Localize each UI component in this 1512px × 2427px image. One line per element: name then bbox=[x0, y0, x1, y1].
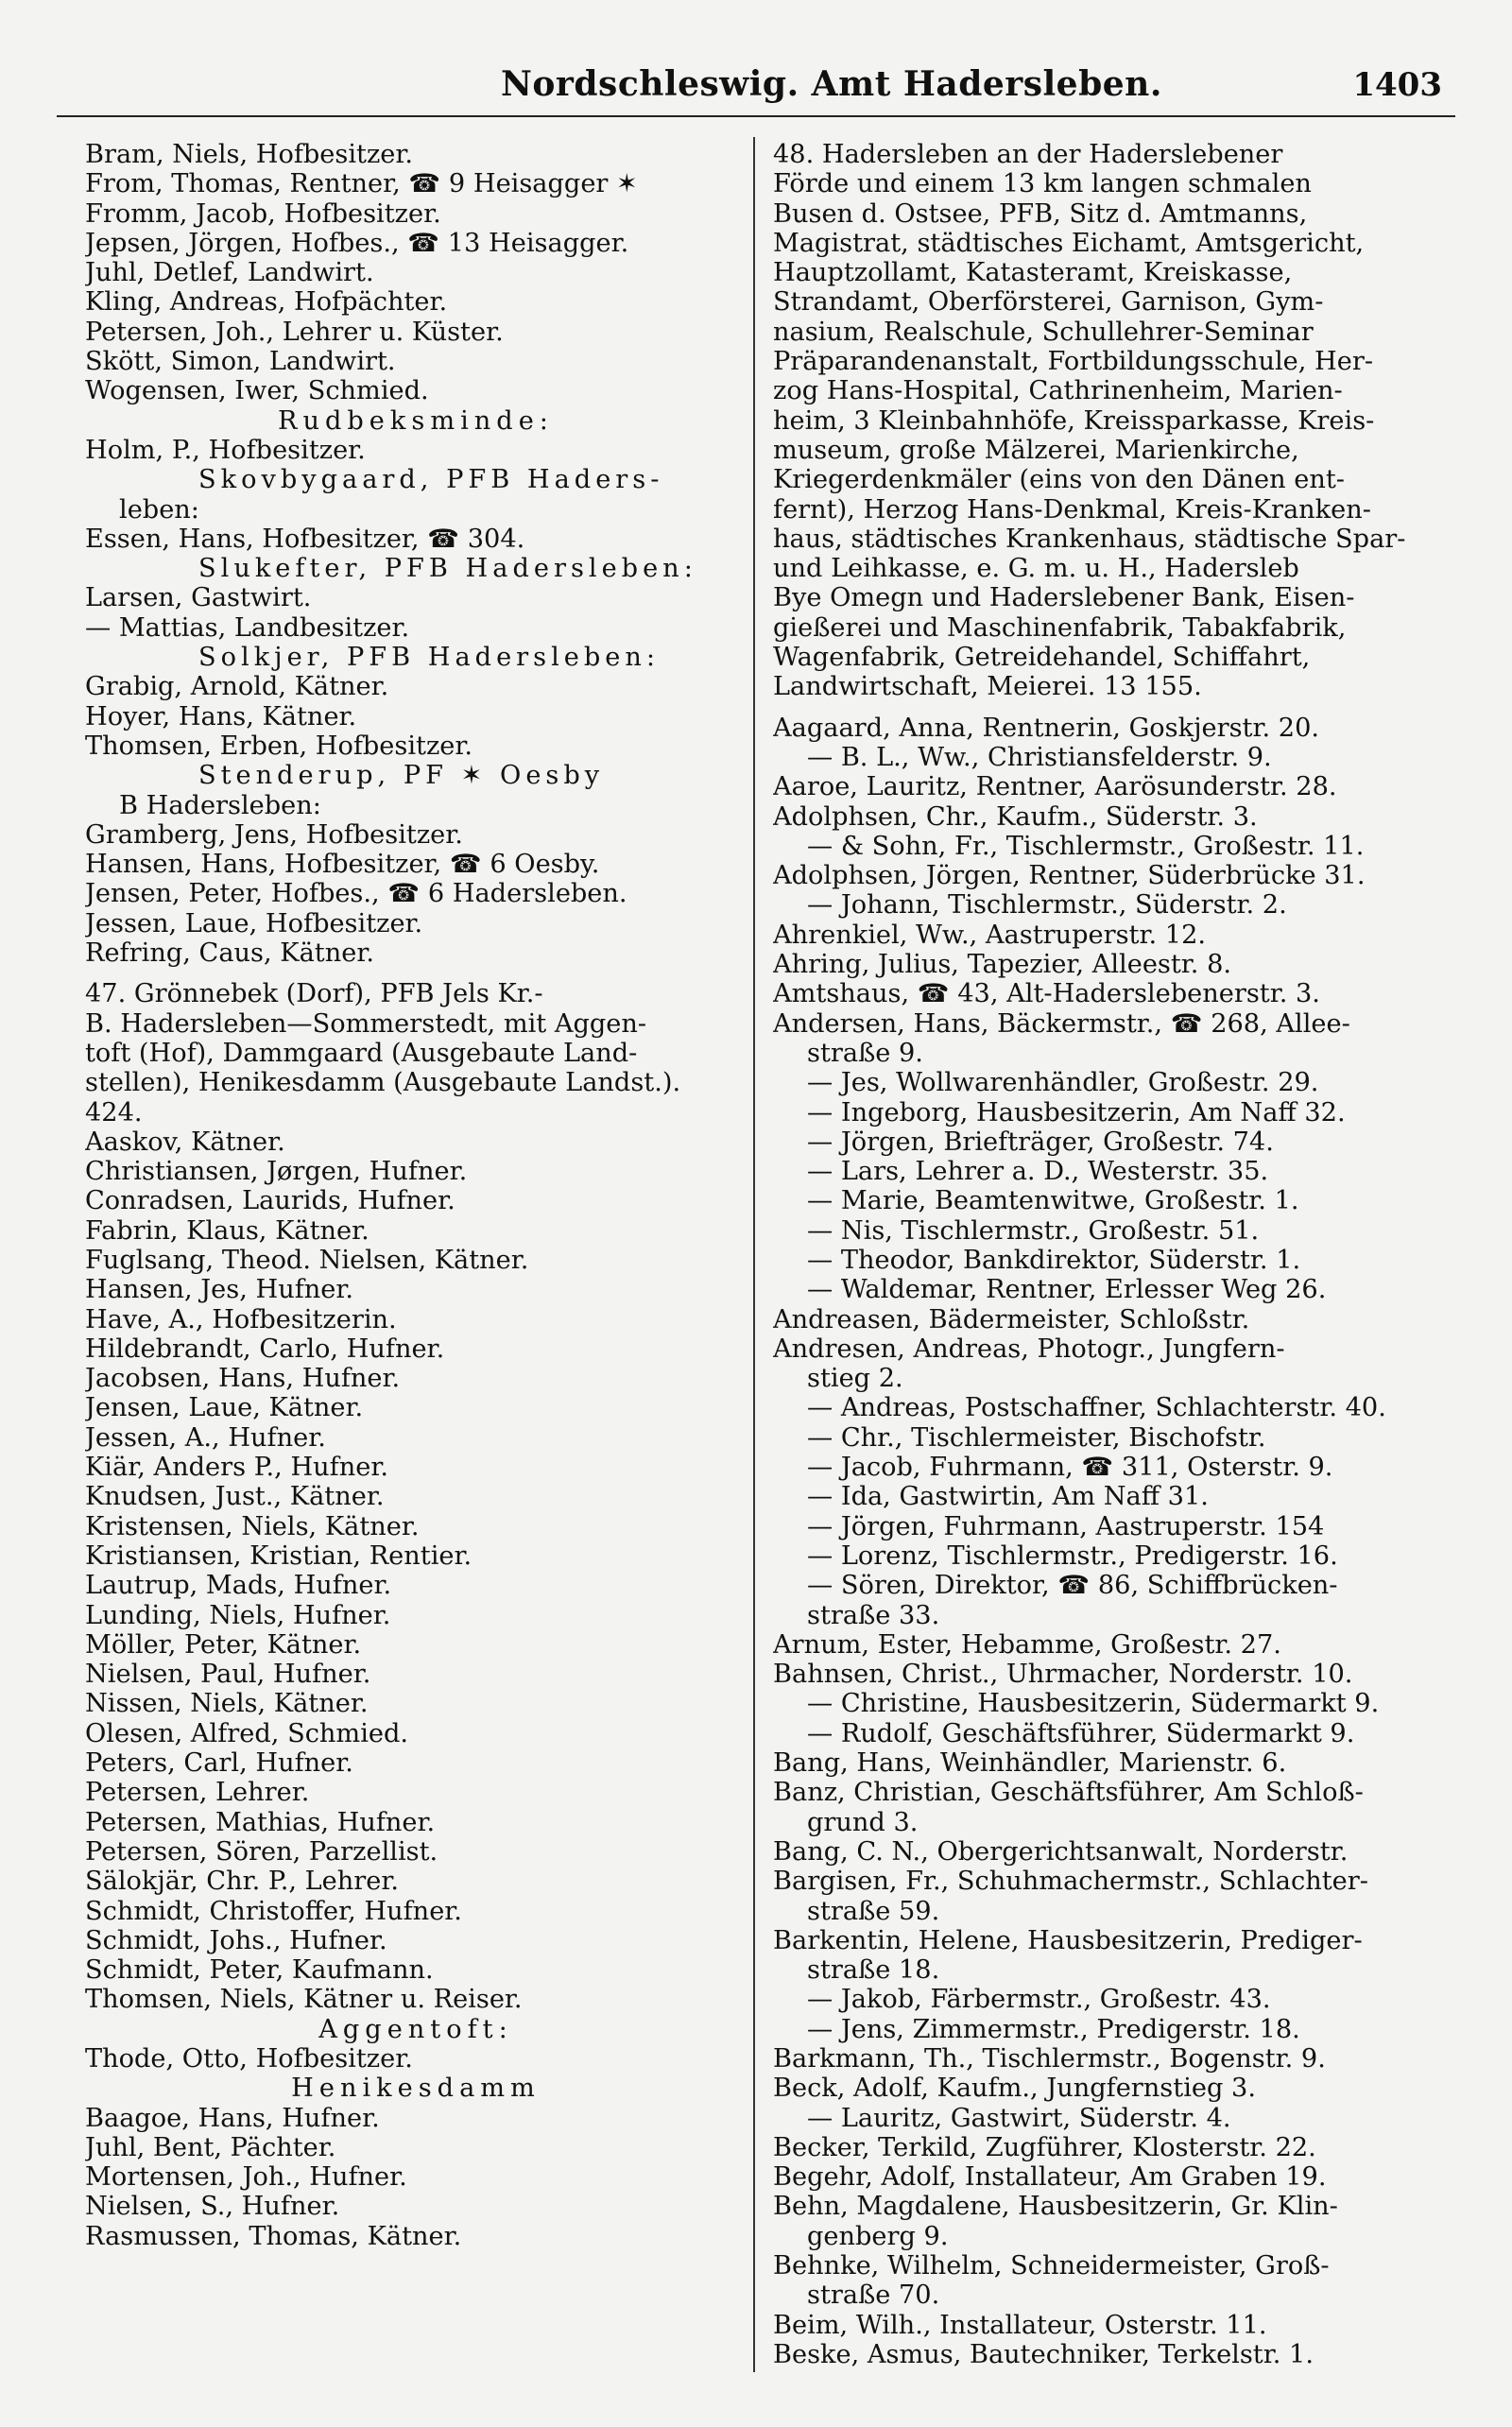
directory-line: Andersen, Hans, Bäckermstr., ☎ 268, Allee- bbox=[773, 1008, 1350, 1039]
directory-line: Begehr, Adolf, Installateur, Am Graben 19. bbox=[773, 2162, 1327, 2193]
section-heading: Stenderup, PF ✶ Oesby bbox=[198, 761, 605, 791]
directory-line: Hoyer, Hans, Kätner. bbox=[85, 701, 357, 732]
directory-line: und Leihkasse, e. G. m. u. H., Hadersleb bbox=[773, 554, 1299, 584]
directory-line: stieg 2. bbox=[807, 1364, 903, 1394]
directory-line: Schmidt, Christoffer, Hufner. bbox=[85, 1896, 462, 1926]
directory-line: Adolphsen, Jörgen, Rentner, Süderbrücke 31. bbox=[773, 861, 1366, 891]
directory-line: straße 70. bbox=[807, 2281, 940, 2311]
directory-line: Bahnsen, Christ., Uhrmacher, Norderstr. 10. bbox=[773, 1660, 1353, 1690]
directory-line: Behnke, Wilhelm, Schneidermeister, Groß- bbox=[773, 2251, 1330, 2281]
directory-line: Aaskov, Kätner. bbox=[85, 1127, 285, 1157]
spacer bbox=[773, 702, 1420, 714]
directory-line: Petersen, Joh., Lehrer u. Küster. bbox=[85, 317, 504, 347]
directory-line: — Sören, Direktor, ☎ 86, Schiffbrücken- bbox=[807, 1571, 1338, 1601]
directory-line: Möller, Peter, Kätner. bbox=[85, 1629, 362, 1660]
directory-line: Holm, P., Hofbesitzer. bbox=[85, 435, 366, 465]
directory-line: Bang, C. N., Obergerichtsanwalt, Norderstr. bbox=[773, 1836, 1349, 1867]
spacer bbox=[85, 968, 737, 979]
directory-line: — Theodor, Bankdirektor, Süderstr. 1. bbox=[807, 1245, 1301, 1275]
section-heading: Slukefter, PFB Hadersleben: bbox=[198, 554, 697, 584]
directory-line: Mortensen, Joh., Hufner. bbox=[85, 2162, 407, 2193]
directory-line: B. Hadersleben—Sommerstedt, mit Aggen- bbox=[85, 1008, 647, 1039]
directory-line: Baagoe, Hans, Hufner. bbox=[85, 2103, 380, 2133]
directory-line: gießerei und Maschinenfabrik, Tabakfabrik, bbox=[773, 612, 1347, 643]
directory-line: Jessen, A., Hufner. bbox=[85, 1422, 326, 1453]
directory-line: Thomsen, Niels, Kätner u. Reiser. bbox=[85, 1985, 523, 2015]
directory-line: Strandamt, Oberförsterei, Garnison, Gym- bbox=[773, 287, 1324, 318]
directory-line: Förde und einem 13 km langen schmalen bbox=[773, 169, 1312, 199]
directory-line: — Rudolf, Geschäftsführer, Südermarkt 9. bbox=[807, 1718, 1355, 1748]
directory-line: Jensen, Peter, Hofbes., ☎ 6 Hadersleben. bbox=[85, 879, 627, 909]
directory-line: Essen, Hans, Hofbesitzer, ☎ 304. bbox=[85, 524, 525, 554]
directory-line: Beske, Asmus, Bautechniker, Terkelstr. 1. bbox=[773, 2339, 1314, 2369]
directory-line: straße 33. bbox=[807, 1600, 940, 1630]
directory-line: Gramberg, Jens, Hofbesitzer. bbox=[85, 819, 463, 850]
directory-line: Banz, Christian, Geschäftsführer, Am Schloß- bbox=[773, 1778, 1364, 1808]
directory-line: — Marie, Beamtenwitwe, Großestr. 1. bbox=[807, 1186, 1299, 1216]
section-heading: Henikesdamm bbox=[291, 2074, 541, 2104]
column-divider bbox=[753, 137, 755, 2372]
directory-line: Fuglsang, Theod. Nielsen, Kätner. bbox=[85, 1245, 529, 1275]
directory-line: Bargisen, Fr., Schuhmachermstr., Schlachter- bbox=[773, 1867, 1368, 1897]
directory-line: museum, große Mälzerei, Marienkirche, bbox=[773, 435, 1299, 465]
page-number: 1403 bbox=[1352, 66, 1442, 104]
directory-line: — Lauritz, Gastwirt, Süderstr. 4. bbox=[807, 2103, 1231, 2133]
section-heading: Aggentoft: bbox=[318, 2014, 513, 2044]
directory-line: Arnum, Ester, Hebamme, Großestr. 27. bbox=[773, 1629, 1281, 1660]
directory-line: — Nis, Tischlermstr., Großestr. 51. bbox=[807, 1215, 1260, 1246]
directory-line: 424. bbox=[85, 1097, 143, 1127]
directory-line: Fromm, Jacob, Hofbesitzer. bbox=[85, 198, 441, 229]
directory-line: Wogensen, Iwer, Schmied. bbox=[85, 376, 429, 406]
directory-line: toft (Hof), Dammgaard (Ausgebaute Land- bbox=[85, 1038, 638, 1068]
directory-line: Thomsen, Erben, Hofbesitzer. bbox=[85, 731, 473, 761]
directory-line: Ahrenkiel, Ww., Aastruperstr. 12. bbox=[773, 920, 1207, 950]
right-column bbox=[773, 140, 1420, 2369]
directory-line: Bram, Niels, Hofbesitzer. bbox=[85, 140, 414, 169]
directory-line: Conradsen, Laurids, Hufner. bbox=[85, 1186, 455, 1216]
directory-line: Nielsen, Paul, Hufner. bbox=[85, 1660, 371, 1690]
directory-line: straße 59. bbox=[807, 1896, 940, 1926]
directory-line: haus, städtisches Krankenhaus, städtische Spar- bbox=[773, 524, 1406, 554]
directory-line: From, Thomas, Rentner, ☎ 9 Heisagger ✶ bbox=[85, 169, 638, 199]
directory-line: Beim, Wilh., Installateur, Osterstr. 11. bbox=[773, 2310, 1267, 2340]
directory-line: — & Sohn, Fr., Tischlermstr., Großestr. 11. bbox=[807, 831, 1365, 861]
page-title: Nordschleswig. Amt Hadersleben. bbox=[501, 64, 1162, 104]
directory-line: — Christine, Hausbesitzerin, Südermarkt 9. bbox=[807, 1689, 1380, 1719]
directory-line: grund 3. bbox=[807, 1807, 919, 1837]
directory-line: — Waldemar, Rentner, Erlesser Weg 26. bbox=[807, 1275, 1327, 1305]
directory-line: Petersen, Sören, Parzellist. bbox=[85, 1836, 438, 1867]
directory-line: — Jens, Zimmermstr., Predigerstr. 18. bbox=[807, 2014, 1300, 2044]
directory-line: Kristensen, Niels, Kätner. bbox=[85, 1511, 420, 1541]
directory-line: — Jacob, Fuhrmann, ☎ 311, Osterstr. 9. bbox=[807, 1453, 1333, 1483]
place-entry: 48. Hadersleben an der Haderslebener bbox=[773, 140, 1283, 169]
directory-line: Aaroe, Lauritz, Rentner, Aarösunderstr. 28. bbox=[773, 772, 1337, 802]
directory-line: nasium, Realschule, Schullehrer-Seminar bbox=[773, 317, 1314, 347]
directory-line: Schmidt, Peter, Kaufmann. bbox=[85, 1955, 434, 1986]
directory-line: — Johann, Tischlermstr., Süderstr. 2. bbox=[807, 890, 1287, 921]
page-header bbox=[57, 59, 1455, 117]
directory-line: — Andreas, Postschaffner, Schlachterstr. 40. bbox=[807, 1393, 1386, 1423]
directory-line: B Hadersleben: bbox=[119, 790, 321, 820]
directory-line: — B. L., Ww., Christiansfelderstr. 9. bbox=[807, 742, 1272, 772]
directory-line: Amtshaus, ☎ 43, Alt-Haderslebenerstr. 3. bbox=[773, 979, 1320, 1009]
directory-line: Jensen, Laue, Kätner. bbox=[85, 1393, 364, 1423]
directory-line: Hauptzollamt, Katasteramt, Kreiskasse, bbox=[773, 258, 1293, 288]
directory-line: — Lorenz, Tischlermstr., Predigerstr. 16. bbox=[807, 1541, 1338, 1571]
directory-line: — Lars, Lehrer a. D., Westerstr. 35. bbox=[807, 1157, 1269, 1187]
directory-line: — Mattias, Landbesitzer. bbox=[85, 612, 410, 643]
directory-line: — Ida, Gastwirtin, Am Naff 31. bbox=[807, 1482, 1209, 1512]
directory-line: Larsen, Gastwirt. bbox=[85, 583, 312, 613]
directory-line: Christiansen, Jørgen, Hufner. bbox=[85, 1157, 468, 1187]
directory-line: Hansen, Hans, Hofbesitzer, ☎ 6 Oesby. bbox=[85, 850, 600, 880]
directory-line: Kling, Andreas, Hofpächter. bbox=[85, 287, 448, 318]
directory-line: Fabrin, Klaus, Kätner. bbox=[85, 1215, 369, 1246]
directory-line: Juhl, Bent, Pächter. bbox=[85, 2132, 336, 2162]
directory-line: Busen d. Ostsee, PFB, Sitz d. Amtmanns, bbox=[773, 198, 1308, 229]
section-heading: Skovbygaard, PFB Haders- bbox=[198, 465, 664, 495]
directory-line: — Ingeborg, Hausbesitzerin, Am Naff 32. bbox=[807, 1097, 1346, 1127]
directory-line: Lunding, Niels, Hufner. bbox=[85, 1600, 391, 1630]
directory-line: Refring, Caus, Kätner. bbox=[85, 938, 374, 969]
directory-line: Behn, Magdalene, Hausbesitzerin, Gr. Klin- bbox=[773, 2192, 1338, 2222]
section-heading: Solkjer, PFB Hadersleben: bbox=[198, 643, 661, 673]
directory-line: — Chr., Tischlermeister, Bischofstr. bbox=[807, 1422, 1266, 1453]
directory-line: Hildebrandt, Carlo, Hufner. bbox=[85, 1334, 445, 1364]
directory-line: Landwirtschaft, Meierei. 13 155. bbox=[773, 672, 1202, 702]
left-column bbox=[85, 140, 737, 2251]
directory-line: Grabig, Arnold, Kätner. bbox=[85, 672, 389, 702]
directory-line: Adolphsen, Chr., Kaufm., Süderstr. 3. bbox=[773, 801, 1258, 832]
directory-line: Lautrup, Mads, Hufner. bbox=[85, 1571, 392, 1601]
directory-line: Jessen, Laue, Hofbesitzer. bbox=[85, 908, 423, 938]
directory-line: heim, 3 Kleinbahnhöfe, Kreissparkasse, Kreis- bbox=[773, 405, 1375, 436]
directory-line: leben: bbox=[119, 494, 199, 525]
directory-line: stellen), Henikesdamm (Ausgebaute Landst.). bbox=[85, 1068, 681, 1098]
directory-line: fernt), Herzog Hans-Denkmal, Kreis-Kranken- bbox=[773, 494, 1371, 525]
directory-line: genberg 9. bbox=[807, 2221, 949, 2251]
directory-line: Beck, Adolf, Kaufm., Jungfernstieg 3. bbox=[773, 2074, 1256, 2104]
directory-line: Juhl, Detlef, Landwirt. bbox=[85, 258, 374, 288]
directory-line: Hansen, Jes, Hufner. bbox=[85, 1275, 354, 1305]
directory-line: Andresen, Andreas, Photogr., Jungfern- bbox=[773, 1334, 1285, 1364]
directory-line: Andreasen, Bädermeister, Schloßstr. bbox=[773, 1304, 1250, 1334]
directory-line: Peters, Carl, Hufner. bbox=[85, 1748, 353, 1779]
directory-line: Kristiansen, Kristian, Rentier. bbox=[85, 1541, 472, 1571]
directory-line: Ahring, Julius, Tapezier, Alleestr. 8. bbox=[773, 950, 1232, 980]
directory-line: Bye Omegn und Haderslebener Bank, Eisen- bbox=[773, 583, 1355, 613]
place-entry: 47. Grönnebek (Dorf), PFB Jels Kr.- bbox=[85, 979, 543, 1009]
directory-line: Knudsen, Just., Kätner. bbox=[85, 1482, 385, 1512]
directory-line: Magistrat, städtisches Eichamt, Amtsgericht, bbox=[773, 228, 1365, 258]
directory-line: Becker, Terkild, Zugführer, Klosterstr. 22. bbox=[773, 2132, 1316, 2162]
directory-line: Barkentin, Helene, Hausbesitzerin, Prediger- bbox=[773, 1925, 1363, 1955]
directory-line: Nielsen, S., Hufner. bbox=[85, 2192, 340, 2222]
directory-line: straße 18. bbox=[807, 1955, 940, 1986]
directory-line: Thode, Otto, Hofbesitzer. bbox=[85, 2044, 413, 2074]
directory-line: — Jörgen, Briefträger, Großestr. 74. bbox=[807, 1127, 1274, 1157]
directory-line: Petersen, Lehrer. bbox=[85, 1778, 310, 1808]
directory-line: Jepsen, Jörgen, Hofbes., ☎ 13 Heisagger. bbox=[85, 228, 629, 258]
directory-line: Wagenfabrik, Getreidehandel, Schiffahrt, bbox=[773, 643, 1311, 673]
directory-line: Präparandenanstalt, Fortbildungsschule, Her- bbox=[773, 347, 1374, 377]
directory-line: Bang, Hans, Weinhändler, Marienstr. 6. bbox=[773, 1748, 1287, 1779]
directory-line: Schmidt, Johs., Hufner. bbox=[85, 1925, 387, 1955]
directory-line: — Jes, Wollwarenhändler, Großestr. 29. bbox=[807, 1068, 1319, 1098]
directory-line: Rasmussen, Thomas, Kätner. bbox=[85, 2221, 462, 2251]
directory-line: Kriegerdenkmäler (eins von den Dänen ent- bbox=[773, 465, 1345, 495]
directory-line: — Jörgen, Fuhrmann, Aastruperstr. 154 bbox=[807, 1511, 1325, 1541]
directory-line: Olesen, Alfred, Schmied. bbox=[85, 1718, 409, 1748]
directory-line: — Jakob, Färbermstr., Großestr. 43. bbox=[807, 1985, 1271, 2015]
directory-line: straße 9. bbox=[807, 1038, 923, 1068]
directory-line: Jacobsen, Hans, Hufner. bbox=[85, 1364, 401, 1394]
section-heading: Rudbeksminde: bbox=[278, 405, 554, 436]
directory-line: Nissen, Niels, Kätner. bbox=[85, 1689, 369, 1719]
directory-line: zog Hans-Hospital, Cathrinenheim, Marien- bbox=[773, 376, 1343, 406]
directory-line: Aagaard, Anna, Rentnerin, Goskjerstr. 20. bbox=[773, 713, 1320, 743]
directory-line: Sälokjär, Chr. P., Lehrer. bbox=[85, 1867, 400, 1897]
directory-line: Petersen, Mathias, Hufner. bbox=[85, 1807, 436, 1837]
directory-line: Skött, Simon, Landwirt. bbox=[85, 347, 396, 377]
directory-line: Have, A., Hofbesitzerin. bbox=[85, 1304, 397, 1334]
directory-line: Barkmann, Th., Tischlermstr., Bogenstr. 9. bbox=[773, 2044, 1326, 2074]
directory-line: Kiär, Anders P., Hufner. bbox=[85, 1453, 388, 1483]
